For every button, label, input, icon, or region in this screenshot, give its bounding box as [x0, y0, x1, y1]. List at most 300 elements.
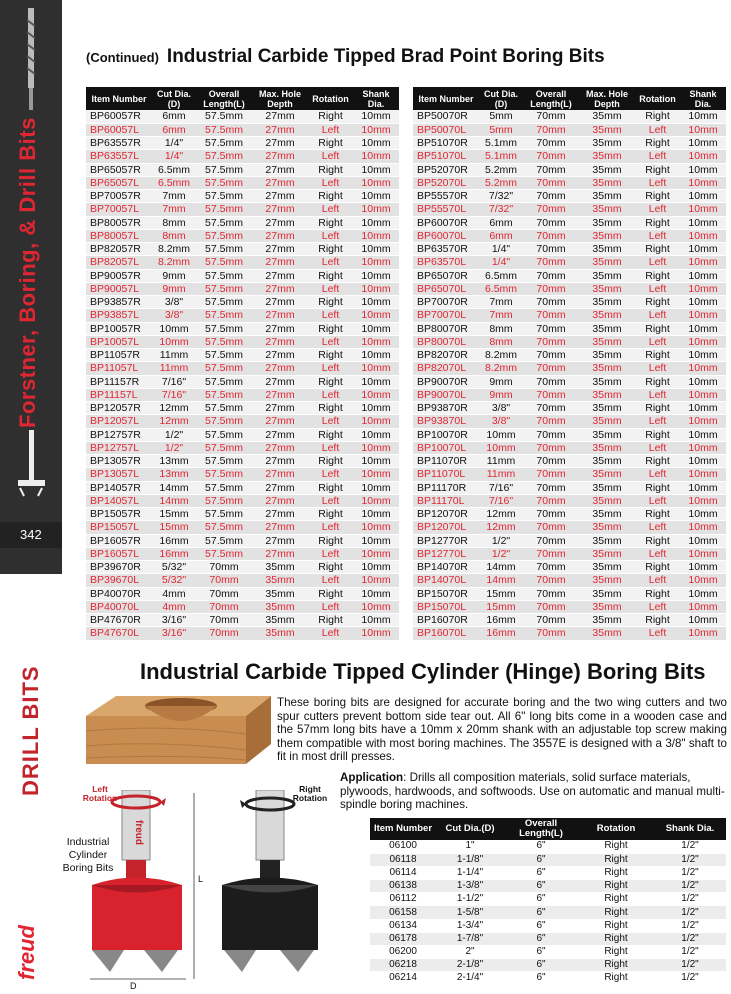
table-row	[86, 243, 399, 256]
table-cell: 6mm	[479, 216, 523, 229]
table-cell: BP14070L	[413, 574, 479, 587]
table-cell: 35mm	[252, 627, 308, 640]
table-cell: 57.5mm	[196, 190, 252, 203]
table-cell: 12mm	[152, 415, 196, 428]
table-cell: Right	[308, 428, 353, 441]
table-cell: 1/2"	[654, 906, 726, 919]
table-cell: 2-1/4"	[436, 972, 504, 985]
table-cell: 35mm	[579, 150, 635, 163]
table-cell: 57.5mm	[196, 481, 252, 494]
table-cell: 1/4"	[479, 256, 523, 269]
table-cell: 1/2"	[654, 853, 726, 866]
table-cell: 5.1mm	[479, 150, 523, 163]
table-cell: Right	[635, 110, 680, 123]
table-cell: BP82070L	[413, 362, 479, 375]
table-cell: BP70057R	[86, 190, 152, 203]
table-cell: Right	[578, 866, 654, 879]
table-row	[86, 600, 399, 613]
table-cell: Right	[578, 919, 654, 932]
table-row	[86, 494, 399, 507]
table-row	[413, 388, 726, 401]
table-row	[413, 561, 726, 574]
table-row	[413, 137, 726, 150]
table-cell: Right	[308, 269, 353, 282]
table-cell: BP60070R	[413, 216, 479, 229]
table-row	[413, 216, 726, 229]
table-cell: BP80070L	[413, 335, 479, 348]
table-cell: BP93857R	[86, 296, 152, 309]
table-cell: 10mm	[353, 508, 399, 521]
table-cell: Right	[578, 840, 654, 853]
table-cell: 06134	[370, 919, 436, 932]
table-cell: 11mm	[152, 349, 196, 362]
table-cell: Right	[635, 428, 680, 441]
table-cell: 11mm	[479, 455, 523, 468]
table-cell: Right	[578, 959, 654, 972]
table-row	[86, 269, 399, 282]
table-cell: 4mm	[152, 587, 196, 600]
table-cell: 57.5mm	[196, 455, 252, 468]
table-cell: 35mm	[579, 481, 635, 494]
table-cell: 10mm	[353, 216, 399, 229]
table-cell: BP51070R	[413, 137, 479, 150]
table-cell: Left	[308, 176, 353, 189]
table-cell: Left	[635, 521, 680, 534]
table-cell: Right	[308, 216, 353, 229]
table-cell: 10mm	[680, 163, 726, 176]
table-cell: 57.5mm	[196, 203, 252, 216]
table-row	[413, 123, 726, 136]
table-cell: 70mm	[196, 627, 252, 640]
table-cell: 10mm	[353, 123, 399, 136]
table-row	[370, 893, 726, 906]
table-cell: 57.5mm	[196, 269, 252, 282]
table-cell: 57.5mm	[196, 508, 252, 521]
table-cell: Right	[635, 587, 680, 600]
table-cell: Right	[308, 163, 353, 176]
table-row	[86, 137, 399, 150]
table-cell: Left	[308, 468, 353, 481]
table-cell: Right	[635, 375, 680, 388]
table-row	[413, 455, 726, 468]
column-header: Item Number	[413, 87, 479, 110]
table-cell: 1/2"	[479, 534, 523, 547]
table-cell: 15mm	[479, 587, 523, 600]
table-cell: BP12757R	[86, 428, 152, 441]
table-cell: 10mm	[680, 176, 726, 189]
table-cell: 57.5mm	[196, 176, 252, 189]
table-cell: 57.5mm	[196, 534, 252, 547]
table-cell: 10mm	[353, 547, 399, 560]
table-cell: BP70057L	[86, 203, 152, 216]
page-number: 342	[0, 522, 62, 548]
table-cell: 57.5mm	[196, 428, 252, 441]
table-cell: 35mm	[252, 600, 308, 613]
table-cell: BP65057L	[86, 176, 152, 189]
table-cell: 14mm	[479, 561, 523, 574]
table-cell: BP55570R	[413, 190, 479, 203]
table-cell: 35mm	[579, 176, 635, 189]
table-row	[86, 309, 399, 322]
table-cell: Right	[635, 137, 680, 150]
table-row	[86, 362, 399, 375]
table-cell: 57.5mm	[196, 375, 252, 388]
table-cell: 10mm	[680, 123, 726, 136]
table-cell: 70mm	[523, 349, 579, 362]
wood-block-image	[86, 696, 271, 764]
table-header-row	[86, 87, 399, 110]
table-cell: BP10070R	[413, 428, 479, 441]
table-cell: Left	[635, 547, 680, 560]
table-row	[86, 349, 399, 362]
table-cell: Right	[635, 481, 680, 494]
table-cell: 7mm	[479, 309, 523, 322]
table-cell: 70mm	[523, 521, 579, 534]
black-cylinder-bit-image	[210, 790, 330, 975]
table-cell: BP40070L	[86, 600, 152, 613]
table-cell: 70mm	[523, 600, 579, 613]
table-cell: BP11057L	[86, 362, 152, 375]
table-cell: 10mm	[680, 574, 726, 587]
table-row	[86, 614, 399, 627]
table-cell: 15mm	[152, 508, 196, 521]
table-cell: 70mm	[523, 494, 579, 507]
table-cell: 6"	[504, 840, 578, 853]
table-cell: 27mm	[252, 176, 308, 189]
table-cell: Left	[635, 441, 680, 454]
table-cell: BP11170L	[413, 494, 479, 507]
table-cell: 3/16"	[152, 627, 196, 640]
table-cell: Right	[308, 587, 353, 600]
table-cell: 35mm	[579, 243, 635, 256]
table-cell: 35mm	[579, 256, 635, 269]
table-cell: BP12070L	[413, 521, 479, 534]
table-cell: 57.5mm	[196, 468, 252, 481]
table-cell: 10mm	[680, 256, 726, 269]
dimension-d-label: D	[130, 981, 137, 991]
table-cell: 5.1mm	[479, 137, 523, 150]
table-cell: 6.5mm	[479, 282, 523, 295]
table-cell: Right	[578, 946, 654, 959]
table-cell: Left	[635, 150, 680, 163]
figure-caption: Industrial Cylinder Boring Bits	[62, 836, 114, 874]
table-cell: 9mm	[479, 375, 523, 388]
table-cell: Left	[308, 600, 353, 613]
table-cell: 10mm	[353, 388, 399, 401]
table-cell: 35mm	[579, 468, 635, 481]
table-cell: 10mm	[353, 163, 399, 176]
table-cell: 3/8"	[479, 402, 523, 415]
table-cell: 70mm	[523, 547, 579, 560]
table-cell: 10mm	[353, 137, 399, 150]
table-cell: 27mm	[252, 521, 308, 534]
table-cell: 5.2mm	[479, 176, 523, 189]
table-cell: 57.5mm	[196, 441, 252, 454]
table-cell: Right	[635, 455, 680, 468]
table-cell: 10mm	[680, 388, 726, 401]
table-cell: 35mm	[579, 587, 635, 600]
table-cell: 70mm	[523, 256, 579, 269]
table-cell: 06118	[370, 853, 436, 866]
table-cell: 10mm	[353, 574, 399, 587]
table-row	[413, 163, 726, 176]
table-cell: 2"	[436, 946, 504, 959]
table-row	[86, 402, 399, 415]
table-cell: BP12057L	[86, 415, 152, 428]
table-cell: Left	[635, 282, 680, 295]
table-cell: 27mm	[252, 428, 308, 441]
table-cell: 35mm	[252, 561, 308, 574]
table-cell: Left	[308, 203, 353, 216]
table-cell: BP90057R	[86, 269, 152, 282]
table-cell: 70mm	[523, 203, 579, 216]
table-cell: 10mm	[680, 362, 726, 375]
table-cell: 10mm	[680, 494, 726, 507]
table-cell: 70mm	[523, 322, 579, 335]
table-cell: 1-3/4"	[436, 919, 504, 932]
table-cell: 10mm	[353, 229, 399, 242]
table-cell: 27mm	[252, 296, 308, 309]
table-cell: 35mm	[579, 574, 635, 587]
table-row	[370, 906, 726, 919]
table-cell: 10mm	[680, 600, 726, 613]
table-cell: 8mm	[479, 335, 523, 348]
table-cell: BP15057R	[86, 508, 152, 521]
table-cell: BP13057L	[86, 468, 152, 481]
table-cell: 27mm	[252, 269, 308, 282]
table-cell: 10mm	[680, 402, 726, 415]
table-cell: 35mm	[579, 428, 635, 441]
table-cell: BP63557L	[86, 150, 152, 163]
table-cell: 10mm	[353, 256, 399, 269]
table-cell: 10mm	[680, 441, 726, 454]
table-cell: 70mm	[523, 455, 579, 468]
table-cell: 10mm	[353, 428, 399, 441]
table-row	[370, 880, 726, 893]
forstner-bit-icon	[0, 430, 62, 510]
table-cell: BP90070R	[413, 375, 479, 388]
table-row	[413, 269, 726, 282]
table-cell: BP11057R	[86, 349, 152, 362]
table-cell: BP51070L	[413, 150, 479, 163]
table-cell: 10mm	[353, 441, 399, 454]
table-cell: 27mm	[252, 362, 308, 375]
table-cell: BP80057R	[86, 216, 152, 229]
table-cell: 70mm	[523, 176, 579, 189]
table-cell: 16mm	[479, 627, 523, 640]
table-cell: Left	[635, 123, 680, 136]
table-row	[370, 840, 726, 853]
table-row	[413, 375, 726, 388]
table-cell: 10mm	[353, 309, 399, 322]
table-cell: Right	[308, 243, 353, 256]
table-cell: 10mm	[152, 322, 196, 335]
table-row	[413, 282, 726, 295]
table-cell: 10mm	[353, 150, 399, 163]
table-cell: 1/2"	[654, 919, 726, 932]
table-cell: 35mm	[579, 163, 635, 176]
table-cell: 4mm	[152, 600, 196, 613]
table-cell: 1/4"	[479, 243, 523, 256]
brad-point-table-left	[86, 87, 399, 641]
table-cell: 57.5mm	[196, 282, 252, 295]
table-row	[370, 853, 726, 866]
table-cell: 10mm	[680, 110, 726, 123]
table-cell: 1/2"	[654, 893, 726, 906]
table-cell: 10mm	[353, 481, 399, 494]
table-row	[86, 415, 399, 428]
table-cell: 35mm	[579, 441, 635, 454]
table-cell: 1-1/4"	[436, 866, 504, 879]
table-cell: 5.2mm	[479, 163, 523, 176]
table-cell: 10mm	[353, 243, 399, 256]
table-cell: Left	[635, 494, 680, 507]
table-cell: 35mm	[579, 521, 635, 534]
table-cell: 7/16"	[152, 375, 196, 388]
column-header: Max. Hole Depth	[579, 87, 635, 110]
table-cell: BP12757L	[86, 441, 152, 454]
table-cell: 70mm	[523, 534, 579, 547]
table-cell: 70mm	[523, 243, 579, 256]
table-cell: 35mm	[579, 137, 635, 150]
table-cell: 10mm	[680, 561, 726, 574]
table-header-row	[413, 87, 726, 110]
table-cell: 10mm	[680, 190, 726, 203]
table-cell: 1/2"	[654, 932, 726, 945]
table-cell: 10mm	[680, 415, 726, 428]
table-cell: Left	[308, 282, 353, 295]
table-cell: 14mm	[152, 494, 196, 507]
table-cell: 15mm	[479, 600, 523, 613]
hinge-bits-table	[370, 818, 726, 986]
shank-brand-text: freud	[133, 820, 144, 845]
table-cell: 70mm	[523, 229, 579, 242]
table-row	[413, 256, 726, 269]
table-cell: Left	[308, 627, 353, 640]
table-cell: 57.5mm	[196, 362, 252, 375]
table-cell: 1/2"	[654, 972, 726, 985]
table-cell: 35mm	[579, 282, 635, 295]
table-cell: 8mm	[152, 229, 196, 242]
table-row	[413, 203, 726, 216]
table-cell: 35mm	[579, 600, 635, 613]
table-row	[413, 627, 726, 640]
table-cell: Right	[578, 932, 654, 945]
table-cell: 10mm	[353, 203, 399, 216]
table-cell: Right	[635, 508, 680, 521]
table-row	[413, 150, 726, 163]
table-cell: 70mm	[196, 561, 252, 574]
table-cell: 27mm	[252, 309, 308, 322]
section-heading: Industrial Carbide Tipped Cylinder (Hinge) Boring Bits	[140, 659, 706, 684]
table-cell: 27mm	[252, 388, 308, 401]
category-label: DRILL BITS	[18, 665, 43, 796]
table-cell: 70mm	[523, 614, 579, 627]
table-cell: 27mm	[252, 335, 308, 348]
table-row	[370, 972, 726, 985]
table-row	[370, 866, 726, 879]
table-row	[413, 335, 726, 348]
table-cell: 10mm	[680, 203, 726, 216]
table-cell: 70mm	[523, 587, 579, 600]
table-cell: 10mm	[680, 508, 726, 521]
table-row	[86, 455, 399, 468]
table-cell: 6"	[504, 893, 578, 906]
table-cell: 70mm	[196, 600, 252, 613]
table-cell: BP47670L	[86, 627, 152, 640]
table-cell: 35mm	[579, 296, 635, 309]
table-cell: 57.5mm	[196, 150, 252, 163]
table-cell: Left	[635, 256, 680, 269]
table-cell: 10mm	[353, 176, 399, 189]
table-cell: 10mm	[680, 614, 726, 627]
table-cell: BP55570L	[413, 203, 479, 216]
table-cell: BP11157R	[86, 375, 152, 388]
table-row	[86, 296, 399, 309]
table-row	[86, 190, 399, 203]
table-cell: 70mm	[523, 309, 579, 322]
table-cell: 35mm	[579, 216, 635, 229]
table-cell: BP70070R	[413, 296, 479, 309]
table-cell: 6"	[504, 853, 578, 866]
table-cell: BP82070R	[413, 349, 479, 362]
table-cell: 10mm	[680, 335, 726, 348]
table-row	[413, 110, 726, 123]
page-title	[86, 46, 605, 68]
table-cell: BP12770R	[413, 534, 479, 547]
table-cell: 70mm	[523, 415, 579, 428]
table-cell: Left	[308, 388, 353, 401]
table-cell: 1/2"	[654, 946, 726, 959]
table-cell: 6"	[504, 959, 578, 972]
table-cell: 7mm	[152, 203, 196, 216]
table-cell: 70mm	[523, 388, 579, 401]
table-row	[413, 402, 726, 415]
table-cell: 35mm	[252, 574, 308, 587]
table-cell: Left	[635, 203, 680, 216]
table-cell: 35mm	[579, 534, 635, 547]
table-row	[413, 349, 726, 362]
table-cell: BP16057R	[86, 534, 152, 547]
table-row	[413, 229, 726, 242]
table-cell: BP52070R	[413, 163, 479, 176]
table-cell: BP60057R	[86, 110, 152, 123]
table-cell: 6mm	[152, 110, 196, 123]
table-cell: 57.5mm	[196, 335, 252, 348]
table-cell: 10mm	[680, 547, 726, 560]
table-row	[86, 534, 399, 547]
table-cell: BP12070R	[413, 508, 479, 521]
table-cell: BP90070L	[413, 388, 479, 401]
table-cell: Right	[578, 880, 654, 893]
description: These boring bits are designed for accurate boring and the two wing cutters and two spur cutters prevent bottom side tear out. All 6" long bits come in a wooden case and the 57mm long bits have a 10mm x 20mm shank with an adjustable top screw making them compatible with most boring machines. The 3557E is designed with a 3/8" shaft to fit in most drill presses.	[277, 696, 727, 764]
table-cell: 06200	[370, 946, 436, 959]
table-cell: BP90057L	[86, 282, 152, 295]
table-cell: 57.5mm	[196, 494, 252, 507]
table-cell: 27mm	[252, 415, 308, 428]
table-cell: Right	[635, 163, 680, 176]
table-cell: Right	[308, 296, 353, 309]
table-cell: 1/2"	[152, 441, 196, 454]
table-cell: Right	[308, 508, 353, 521]
table-row	[86, 322, 399, 335]
table-cell: 3/8"	[479, 415, 523, 428]
table-cell: BP65070R	[413, 269, 479, 282]
table-cell: 57.5mm	[196, 388, 252, 401]
table-cell: 3/8"	[152, 296, 196, 309]
table-cell: 6.5mm	[152, 176, 196, 189]
table-cell: 7/16"	[479, 481, 523, 494]
